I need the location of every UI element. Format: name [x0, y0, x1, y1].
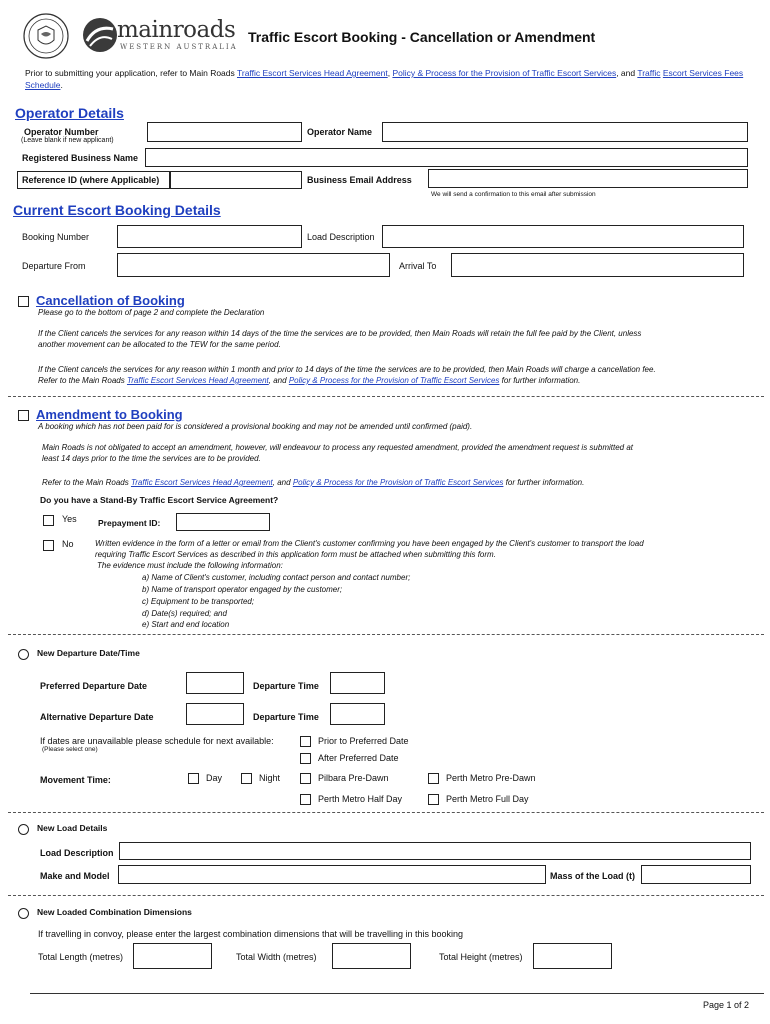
operator-name-label: Operator Name [307, 127, 373, 137]
link-head-agreement[interactable]: Traffic Escort Services Head Agreement [236, 68, 388, 78]
evidence-item: d) Date(s) required; and [142, 609, 227, 618]
perth-full-label: Perth Metro Full Day [446, 794, 529, 804]
evidence-item: c) Equipment to be transported; [142, 597, 255, 606]
email-note: We will send a confirmation to this email after submission [431, 191, 596, 198]
select-one-note: (Please select one) [42, 746, 98, 753]
make-model-label: Make and Model [40, 871, 110, 881]
mass-input[interactable] [641, 865, 751, 884]
cancellation-para2-line1: If the Client cancels the services for any reason within 1 month and prior to 14 days of the time the services are to be provided, then Main Roads will charge a cancellation fee. [38, 365, 656, 374]
amendment-refer-suffix: for further information. [505, 478, 585, 487]
page-number: Page 1 of 2 [703, 1000, 750, 1010]
divider [8, 396, 764, 397]
perth-half-checkbox[interactable] [300, 794, 311, 805]
evidence-line-3: The evidence must include the following information: [97, 561, 283, 570]
night-label: Night [259, 773, 281, 783]
cancellation-para2-line2 [38, 375, 580, 386]
dimensions-radio[interactable] [18, 908, 29, 919]
link-fees-schedule-1[interactable]: Traffic [637, 68, 661, 78]
link-fees-schedule-2[interactable]: Escort Services Fees Schedule [25, 68, 744, 90]
booking-number-input[interactable] [117, 225, 302, 248]
perth-predawn-checkbox[interactable] [428, 773, 439, 784]
after-checkbox[interactable] [300, 753, 311, 764]
intro-text [25, 67, 750, 91]
cancellation-link-head-agreement[interactable]: Traffic Escort Services Head Agreement [126, 376, 269, 385]
operator-number-note: (Leave blank if new applicant) [21, 137, 114, 144]
total-width-label: Total Width (metres) [236, 952, 317, 962]
business-email-label: Business Email Address [307, 175, 412, 185]
amendment-link-policy[interactable]: Policy & Process for the Provision of Traffic Escort Services [292, 478, 504, 487]
operator-details-heading: Operator Details [15, 105, 124, 121]
operator-number-label: Operator Number [24, 127, 99, 137]
intro-suffix: . [60, 80, 63, 90]
evidence-item: b) Name of transport operator engaged by the customer; [142, 585, 343, 594]
cancellation-para1-line2: another movement can be allocated to the TEW for the same period. [38, 340, 281, 349]
operator-name-input[interactable] [382, 122, 748, 142]
cancellation-link-policy[interactable]: Policy & Process for the Provision of Traffic Escort Services [288, 376, 500, 385]
dimensions-heading: New Loaded Combination Dimensions [37, 907, 192, 917]
standby-question: Do you have a Stand-By Traffic Escort Service Agreement? [40, 495, 279, 505]
cancellation-and: , and [268, 376, 287, 385]
load-description-input[interactable] [382, 225, 744, 248]
intro-prefix: Prior to submitting your application, refer to Main Roads [25, 68, 235, 78]
evidence-item: a) Name of Client's customer, including contact person and contact number; [142, 573, 411, 582]
perth-half-label: Perth Metro Half Day [318, 794, 403, 804]
make-model-input[interactable] [118, 865, 546, 884]
perth-full-checkbox[interactable] [428, 794, 439, 805]
movement-time-label: Movement Time: [40, 775, 111, 785]
cancellation-heading: Cancellation of Booking [36, 293, 185, 308]
divider [8, 634, 764, 635]
new-departure-heading: New Departure Date/Time [37, 648, 140, 658]
departure-time-input[interactable] [330, 672, 385, 694]
prepayment-id-input[interactable] [176, 513, 270, 531]
prepayment-id-label: Prepayment ID: [98, 518, 161, 528]
mass-label: Mass of the Load (t) [550, 871, 635, 881]
arrival-to-label: Arrival To [399, 261, 437, 271]
new-load-description-label: Load Description [40, 848, 114, 858]
departure-from-input[interactable] [117, 253, 390, 277]
current-booking-heading: Current Escort Booking Details [13, 202, 221, 218]
government-crest [22, 12, 70, 60]
total-height-label: Total Height (metres) [439, 952, 523, 962]
amendment-para1-line2: least 14 days prior to the time the services are to be provided. [42, 454, 261, 463]
reference-id-input[interactable] [170, 171, 302, 189]
new-departure-radio[interactable] [18, 649, 29, 660]
total-length-input[interactable] [133, 943, 212, 969]
logo-text: mainroads [117, 17, 236, 43]
pilbara-checkbox[interactable] [300, 773, 311, 784]
departure-from-label: Departure From [22, 261, 86, 271]
total-width-input[interactable] [332, 943, 411, 969]
standby-yes-checkbox[interactable] [43, 515, 54, 526]
standby-yes-label: Yes [62, 514, 77, 524]
evidence-line-1: Written evidence in the form of a letter or email from the Client's customer confirming you have been engaged by the Client's customer to transport the load [95, 539, 644, 548]
preferred-date-label: Preferred Departure Date [40, 681, 148, 691]
standby-no-label: No [62, 539, 74, 549]
link-policy-process[interactable]: Policy & Process for the Provision of Traffic Escort Services [392, 68, 617, 78]
perth-predawn-label: Perth Metro Pre-Dawn [446, 773, 536, 783]
cancellation-note: Please go to the bottom of page 2 and complete the Declaration [38, 308, 265, 317]
amendment-refer-prefix: Refer to the Main Roads [42, 478, 129, 487]
amendment-and: , and [272, 478, 291, 487]
departure-time-label: Departure Time [253, 681, 319, 691]
intro-sep2: , and [616, 68, 636, 78]
prior-label: Prior to Preferred Date [318, 736, 409, 746]
amendment-heading: Amendment to Booking [36, 407, 183, 422]
departure-time-2-input[interactable] [330, 703, 385, 725]
main-roads-logo-icon [82, 17, 118, 53]
standby-no-checkbox[interactable] [43, 540, 54, 551]
booking-number-label: Booking Number [22, 232, 90, 242]
unavailable-label: If dates are unavailable please schedule for next available: [40, 736, 274, 746]
total-length-label: Total Length (metres) [38, 952, 124, 962]
cancellation-refer-prefix: Refer to the Main Roads [38, 376, 125, 385]
arrival-to-input[interactable] [451, 253, 744, 277]
evidence-line-2: requiring Traffic Escort Services as described in this application form must be attached when submitting this form. [95, 550, 496, 559]
page-title: Traffic Escort Booking - Cancellation or Amendment [248, 29, 596, 45]
night-checkbox[interactable] [241, 773, 252, 784]
amendment-refer-line [42, 477, 584, 488]
dimensions-note: If travelling in convoy, please enter the largest combination dimensions that will be travelling in this booking [38, 929, 464, 939]
amendment-para1-line1: Main Roads is not obligated to accept an amendment, however, will endeavour to process any requested amendment, provided the amendment request is submitted at [42, 443, 634, 452]
divider [8, 812, 764, 813]
logo-subtext: WESTERN AUSTRALIA [120, 43, 238, 51]
load-description-label: Load Description [307, 232, 375, 242]
divider [8, 895, 764, 896]
intro-sep1: , [387, 68, 391, 78]
total-height-input[interactable] [533, 943, 612, 969]
prior-checkbox[interactable] [300, 736, 311, 747]
registered-business-name-input[interactable] [145, 148, 748, 167]
pilbara-label: Pilbara Pre-Dawn [318, 773, 389, 783]
after-label: After Preferred Date [318, 753, 399, 763]
operator-number-input[interactable] [147, 122, 302, 142]
evidence-item: e) Start and end location [142, 620, 230, 629]
new-load-radio[interactable] [18, 824, 29, 835]
alternative-date-label: Alternative Departure Date [40, 712, 154, 722]
registered-business-name-label: Registered Business Name [22, 153, 139, 163]
cancellation-para1-line1: If the Client cancels the services for any reason within 14 days of the time the services are to be provided, then Main Roads will retain the full fee paid by the Client, unless [38, 329, 642, 338]
business-email-input[interactable] [428, 169, 748, 188]
cancellation-refer-suffix: for further information. [501, 376, 581, 385]
footer-rule [30, 993, 764, 994]
alternative-date-input[interactable] [186, 703, 244, 725]
day-label: Day [206, 773, 223, 783]
new-load-heading: New Load Details [37, 823, 108, 833]
amendment-note: A booking which has not been paid for is considered a provisional booking and may not be amended until confirmed (paid). [38, 422, 473, 431]
new-load-description-input[interactable] [119, 842, 751, 860]
departure-time-2-label: Departure Time [253, 712, 319, 722]
amendment-link-head-agreement[interactable]: Traffic Escort Services Head Agreement [130, 478, 273, 487]
preferred-date-input[interactable] [186, 672, 244, 694]
cancellation-checkbox[interactable] [18, 296, 29, 307]
day-checkbox[interactable] [188, 773, 199, 784]
reference-id-label: Reference ID (where Applicable) [22, 175, 160, 185]
amendment-checkbox[interactable] [18, 410, 29, 421]
